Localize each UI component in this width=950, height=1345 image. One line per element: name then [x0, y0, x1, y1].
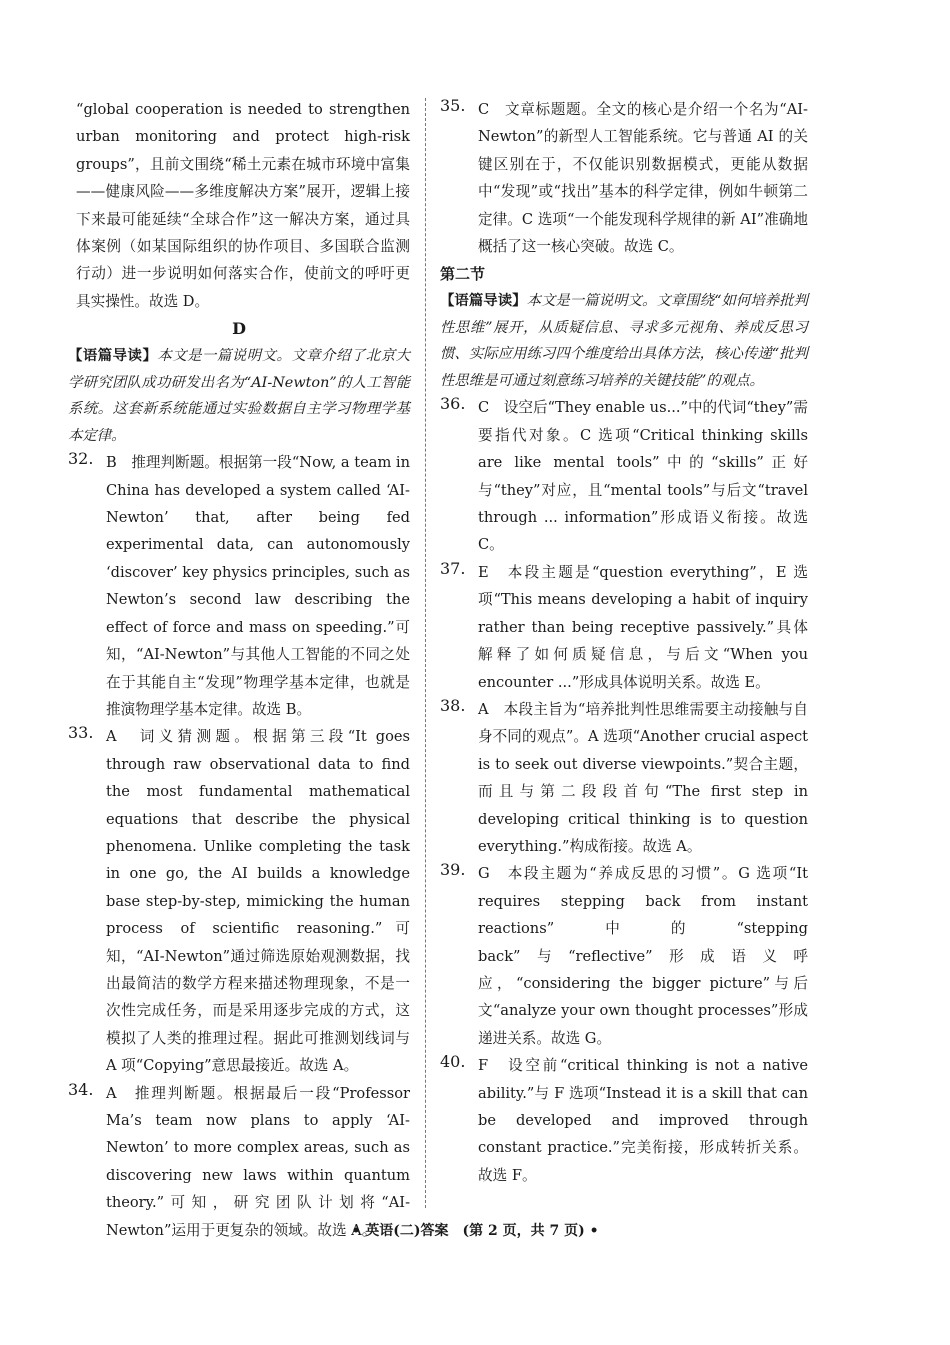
- item-number: 33.: [68, 723, 94, 743]
- answer-item-39: [440, 860, 808, 1052]
- item-text: C 文章标题题。全文的核心是介绍一个名为“AI-Newton”的新型人工智能系统。它与普通 AI 的关键区别在于，不仅能识别数据模式，更能从数据中“发现”或“找出”基本的科学定律，例如牛顿第二定律。C 选项“一个能发现科学规律的新 AI”准确地概括了这一核心突破。故选 C。: [478, 101, 808, 256]
- guide-text: 本文是一篇说明文。文章围绕“如何培养批判性思维”展开，从质疑信息、寻求多元视角、养成反思习惯、实际应用练习四个维度给出具体方法，核心传递“批判性思维是可通过刻意练习培养的关键技能”的观点。: [440, 293, 808, 389]
- item-text: A 词义猜测题。根据第三段“It goes through raw observational data to find the most fundamental mathematical equations that describe the physical phenomena. Unlike completing the task in one go, the AI builds a knowledge base step-by-step, mimicking the human process of scientific reasoning.”可知，“AI-Newton”通过筛选原始观测数据，找出最简洁的数学方程来描述物理现象，不是一次性完成任务，而是采用逐步完成的方式，这模拟了人类的推理过程。据此可推测划线词与 A 项“Copying”意思最接近。故选 A。: [106, 728, 410, 1075]
- right-column: [440, 96, 808, 1189]
- guide-text: 本文是一篇说明文。文章介绍了北京大学研究团队成功研发出名为“AI-Newton”的人工智能系统。这套新系统能通过实验数据自主学习物理学基本定律。: [68, 348, 410, 444]
- item-text: C 设空后“They enable us...”中的代词“they”需要指代对象。C 选项“Critical thinking skills are like mental tools”中的“skills”正好与“they”对应，且“mental tools”与后文“travel through ... information”形成语义衔接。故选 C。: [478, 399, 808, 554]
- answer-item-35: [440, 96, 808, 260]
- page-footer: • 英语(二)答案 (第 2 页，共 7 页) •: [351, 1223, 599, 1239]
- guide-tag: 【语篇导读】: [440, 292, 527, 310]
- item-number: 34.: [68, 1079, 94, 1099]
- item-number: 39.: [440, 860, 466, 880]
- section-two-heading: 第二节: [440, 265, 486, 284]
- item-number: 35.: [440, 96, 466, 115]
- item-number: 37.: [440, 558, 466, 578]
- passage-guide-section-two: [440, 288, 808, 394]
- item-text: A 本段主旨为“培养批判性思维需要主动接触与自身不同的观点”。A 选项“Another crucial aspect is to seek out diverse viewpoints.”契合主题，而且与第二段段首句“The first step in developing critical thinking is to question everything.”构成衔接。故选 A。: [478, 700, 808, 855]
- item-text: E 本段主题是“question everything”，E 选项“This means developing a habit of inquiry rather than being receptive passively.”具体解释了如何质疑信息，与后文“When you encounter ...”形成具体说明关系。故选 E。: [478, 563, 808, 691]
- guide-tag: 【语篇导读】: [68, 347, 158, 365]
- item-number: 32.: [68, 449, 94, 469]
- item-text: B 推理判断题。根据第一段“Now, a team in China has developed a system called ‘AI-Newton’ that, after being fed experimental data, can autonomously ‘discover’ key physics principles, such as Newton’s second law describing the effect of force and mass on speeding.”可知，“AI-Newton”与其他人工智能的不同之处在于其能自主“发现”物理学基本定律，也就是推演物理学基本定律。故选 B。: [106, 454, 410, 718]
- left-column: [68, 96, 410, 1244]
- continuation-paragraph: “global cooperation is needed to strengthen urban monitoring and protect high-risk groups”，且前文围绕“稀土元素在城市环境中富集——健康风险——多维度解决方案”展开，逻辑上接下来最可能延续“全球合作”这一解决方案，通过具体案例（如某国际组织的协作项目、多国联合监测行动）进一步说明如何落实合作，使前文的呼吁更具实操性。故选 D。: [76, 101, 410, 310]
- answer-item-33: [68, 723, 410, 1079]
- item-text: G 本段主题为“养成反思的习惯”。G 选项“It requires stepping back from instant reactions”中的“stepping back”与“reflective”形成语义呼应，“considering the bigger picture”与后文“analyze your own thought processes”形成递进关系。故选 G。: [478, 865, 808, 1047]
- item-text: A 推理判断题。根据最后一段“Professor Ma’s team now plans to apply ‘AI-Newton’ to more complex areas, such as discovering new laws within quantum theory.”可知，研究团队计划将“AI-Newton”运用于更复杂的领域。故选 A。: [106, 1084, 410, 1239]
- answer-item-32: [68, 449, 410, 723]
- item-number: 36.: [440, 394, 466, 414]
- item-number: 40.: [440, 1052, 466, 1072]
- item-number: 38.: [440, 695, 466, 715]
- passage-guide-d: [68, 343, 410, 449]
- section-d-heading: D: [232, 319, 246, 339]
- answer-item-36: [440, 394, 808, 558]
- column-divider: [425, 98, 426, 1208]
- answer-item-38: [440, 696, 808, 860]
- answer-item-40: [440, 1052, 808, 1189]
- answer-item-37: [440, 559, 808, 696]
- item-text: F 设空前“critical thinking is not a native ability.”与 F 选项“Instead it is a skill that can be developed and improved through constant practice.”完美衔接，形成转折关系。故选 F。: [478, 1057, 808, 1184]
